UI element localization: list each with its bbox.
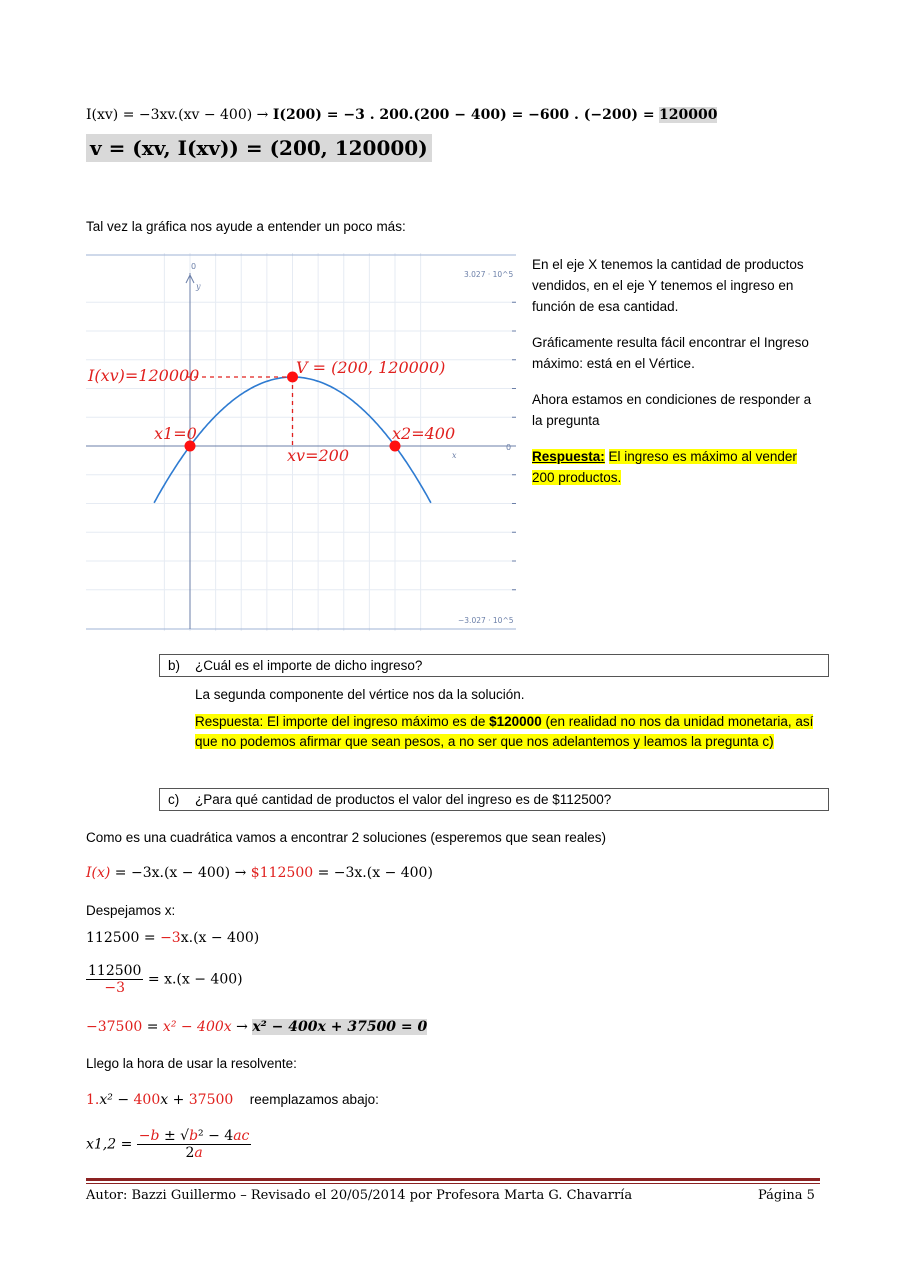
- eq-d-red2: x² − 400x: [162, 1019, 232, 1035]
- eq-b-red: −3: [160, 930, 181, 946]
- res-denominator: [137, 1145, 252, 1161]
- eq-c-denominator: −3: [104, 980, 126, 996]
- res-num-red3: ac: [233, 1128, 250, 1144]
- side-text: [532, 254, 822, 488]
- res-num-mid: ± √: [159, 1128, 190, 1144]
- ixv-label: I(xv)=120000: [88, 366, 200, 385]
- zero-y-label: 0: [506, 443, 512, 452]
- res-num-red1: −b: [138, 1128, 160, 1144]
- equation-a: [86, 865, 433, 881]
- eq-a-mid: = −3x.(x − 400) →: [110, 865, 251, 881]
- question-c-box: [159, 788, 829, 811]
- footer-author: Autor: Bazzi Guillermo – Revisado el 20/05/2014 por Profesora Marta G. Chavarría: [86, 1188, 633, 1203]
- zero-x-label: 0: [191, 262, 197, 271]
- question-b-answer-bold: $120000: [489, 714, 542, 729]
- eq1-mid: I(200) = −3 . 200.(200 − 400) = −600 . (−200) =: [272, 107, 655, 123]
- intro-text: Tal vez la gráfica nos ayude a entender un poco más:: [86, 219, 406, 234]
- question-b-text: ¿Cuál es el importe de dicho ingreso?: [195, 658, 423, 673]
- eq-a-red1: I(x): [86, 865, 111, 881]
- side-answer-label: Respuesta:: [532, 449, 605, 464]
- eq-d-red1: −37500: [86, 1019, 143, 1035]
- eq1-result: 120000: [659, 107, 718, 123]
- equation-c: [86, 963, 243, 996]
- despejamos-text: Despejamos x:: [86, 903, 176, 918]
- eq-c-fraction: [86, 963, 143, 996]
- eq-c-rest: = x.(x − 400): [143, 971, 243, 988]
- question-c-text: ¿Para qué cantidad de productos el valor del ingreso es de $112500?: [195, 792, 612, 807]
- question-b-answer-pre: Respuesta: El importe del ingreso máximo es de: [195, 714, 490, 729]
- x2-label: x2=400: [392, 424, 456, 443]
- res-numerator: [137, 1128, 252, 1145]
- eq-e-note: reemplazamos abajo:: [249, 1092, 379, 1107]
- eq-e-red1: 1.: [86, 1092, 100, 1108]
- eq-c-numerator: 112500: [88, 963, 142, 979]
- llego-text: Llego la hora de usar la resolvente:: [86, 1056, 297, 1071]
- y-axis-label: y: [196, 282, 201, 291]
- vertex-label: V = (200, 120000): [296, 358, 446, 377]
- equation-vertex: v = (xv, I(xv)) = (200, 120000): [86, 134, 432, 162]
- res-den-red: a: [194, 1145, 203, 1161]
- res-num-tail: ² − 4: [198, 1128, 234, 1144]
- res-lhs: x1,2 =: [86, 1136, 133, 1153]
- side-p1: En el eje X tenemos la cantidad de productos vendidos, en el eje Y tenemos el ingreso en función de esa cantidad.: [532, 257, 804, 314]
- side-p3: Ahora estamos en condiciones de responder a la pregunta: [532, 392, 812, 428]
- eq-e-mid1: x² −: [99, 1092, 134, 1108]
- equation-d: [86, 1019, 427, 1035]
- equation-e: [86, 1092, 379, 1108]
- equation-ixv: [86, 107, 717, 123]
- footer-page: Página 5: [758, 1188, 815, 1203]
- footer-rule-thin: [86, 1183, 820, 1184]
- eq1-left: I(xv) = −3xv.(xv − 400) →: [86, 107, 269, 123]
- question-b-answer-post: (en realidad no nos da unidad monetaria, así que no podemos afirmar que sean pesos, a no ser que nos adelantemos y leamos la pregunta c): [195, 714, 814, 749]
- equation-b: [86, 930, 259, 946]
- res-fraction: [137, 1128, 252, 1161]
- xv-label: xv=200: [287, 446, 350, 465]
- question-b-letter: b): [168, 658, 181, 673]
- side-p2: Gráficamente resulta fácil encontrar el Ingreso máximo: está en el Vértice.: [532, 335, 809, 371]
- body-line1: Como es una cuadrática vamos a encontrar 2 soluciones (esperemos que sean reales): [86, 830, 607, 845]
- res-num-b2: b: [189, 1128, 199, 1144]
- eq-d-result: x² − 400x + 37500 = 0: [252, 1019, 428, 1035]
- eq-d-arrow: →: [231, 1019, 253, 1035]
- graph-svg: [86, 253, 520, 631]
- x-axis-label: x: [452, 451, 457, 460]
- question-c-letter: c): [168, 792, 180, 807]
- eq-b-start: 112500 =: [86, 930, 161, 946]
- footer-rule-thick: [86, 1178, 820, 1181]
- eq-b-end: x.(x − 400): [180, 930, 260, 946]
- x1-label: x1=0: [154, 424, 197, 443]
- side-answer-text: El ingreso es máximo al vender 200 productos.: [532, 449, 797, 485]
- eq-a-red2: $112500: [250, 865, 314, 881]
- y-top-tick: 3.027 · 10^5: [464, 270, 514, 279]
- resolvente: [86, 1128, 251, 1161]
- question-b-answer: [195, 712, 815, 752]
- eq-d-mid: =: [142, 1019, 163, 1035]
- y-bottom-tick: −3.027 · 10^5: [458, 616, 514, 625]
- side-answer: [532, 446, 802, 488]
- eq-e-red3: 37500: [188, 1092, 234, 1108]
- question-b-explanation: La segunda componente del vértice nos da la solución.: [195, 687, 525, 702]
- question-b-box: [159, 654, 829, 677]
- eq-a-end: = −3x.(x − 400): [313, 865, 433, 881]
- tick-marks: [512, 302, 516, 590]
- res-den-pre: 2: [185, 1145, 195, 1161]
- graph: [86, 253, 520, 631]
- eq-e-mid2: x +: [160, 1092, 189, 1108]
- eq-e-red2: 400: [133, 1092, 161, 1108]
